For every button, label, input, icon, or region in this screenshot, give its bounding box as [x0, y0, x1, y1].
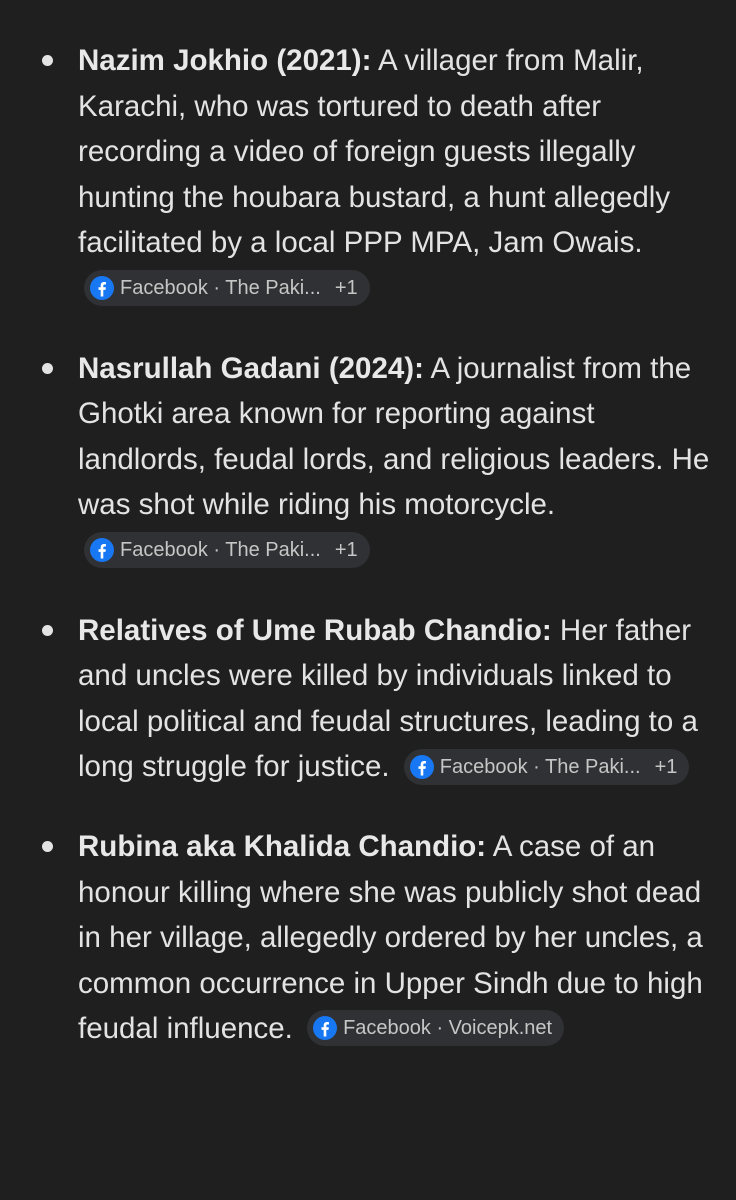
list-item [0, 824, 736, 1052]
bullet-dot [42, 625, 53, 636]
item-text: A villager from Malir, Karachi, who was tortured to death after recording a video of foreign guests illegally hunting the houbara bustard, a hunt allegedly facilitated by a local PPP MPA, Jam Owais. [78, 44, 671, 260]
item-title: Rubina aka Khalida Chandio: [78, 829, 487, 863]
source-label: Facebook · The Paki... [120, 539, 321, 562]
bullet-dot [42, 841, 53, 852]
source-label: Facebook · The Paki... [120, 277, 321, 300]
more-sources-count: +1 [334, 277, 358, 300]
source-label: Facebook · Voicepk.net [343, 1017, 553, 1040]
list-item [0, 38, 736, 312]
bullet-dot [42, 363, 53, 374]
item-title: Relatives of Ume Rubab Chandio: [78, 613, 552, 647]
list-item [0, 346, 736, 574]
item-title: Nazim Jokhio (2021): [78, 44, 372, 77]
facebook-icon [90, 538, 114, 562]
source-chip[interactable] [307, 1010, 564, 1046]
list-item [0, 608, 736, 790]
facebook-icon [410, 755, 434, 779]
source-chip[interactable] [84, 532, 370, 568]
more-sources-count: +1 [334, 539, 358, 562]
case-list [0, 38, 736, 1086]
bullet-dot [42, 55, 53, 66]
facebook-icon [313, 1016, 337, 1040]
item-text: Her father and uncles were killed by individuals linked to local political and feudal structures, leading to a long struggle for justice. [78, 613, 698, 784]
item-title: Nasrullah Gadani (2024): [78, 351, 424, 385]
more-sources-count: +1 [654, 755, 678, 778]
item-text: A journalist from the Ghotki area known for reporting against landlords, feudal lords, and religious leaders. He was shot while riding his motorcycle. [78, 351, 710, 522]
source-chip[interactable] [404, 749, 690, 785]
source-label: Facebook · The Paki... [439, 755, 641, 778]
facebook-icon [90, 276, 114, 300]
source-chip[interactable] [84, 270, 370, 306]
item-text: A case of an honour killing where she was publicly shot dead in her village, allegedly ordered by her uncles, a common occurrence in Upper Sindh due to high feudal influence. [78, 829, 703, 1046]
